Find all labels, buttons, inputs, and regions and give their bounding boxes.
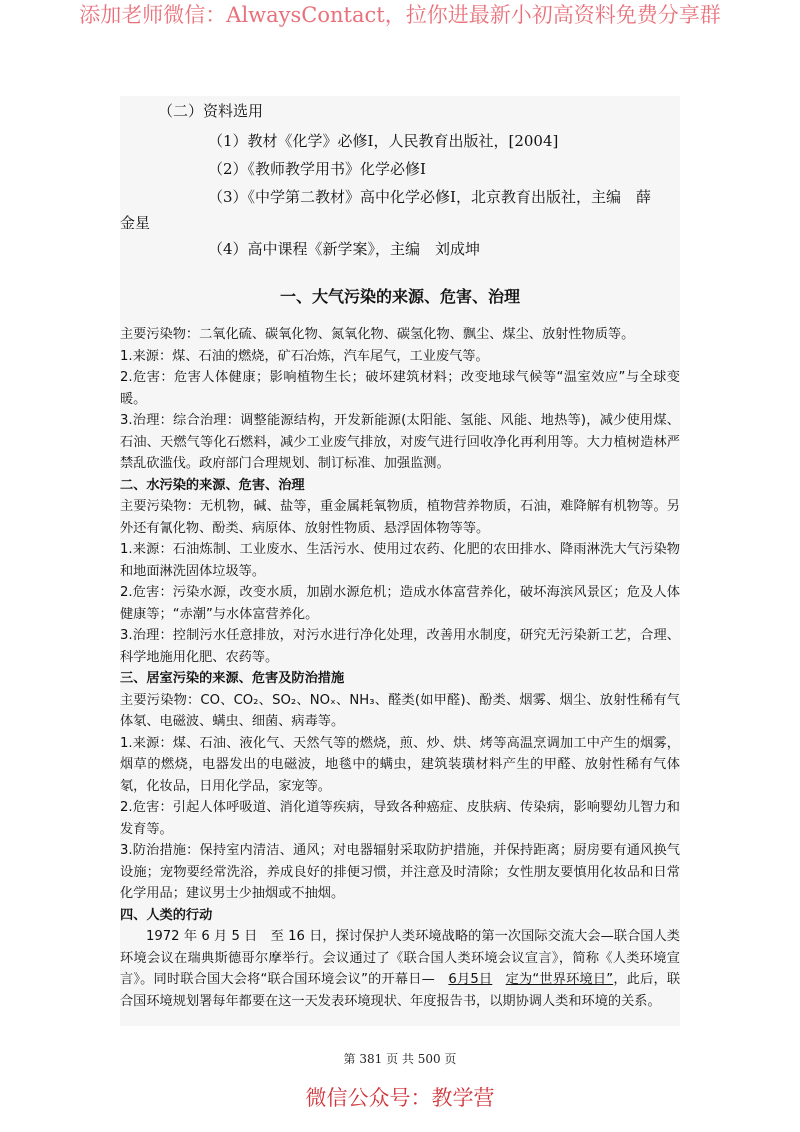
reference-item-4: （4）高中课程《新学案》，主编 刘成坤 [208,240,481,258]
indoor-source: 1.来源：煤、石油、液化气、天然气等的燃烧，煎、炒、烘、烤等高温烹调加工中产生的烟雾，烟草的燃烧，电器发出的电磁波，地毯中的螨虫，建筑装璜材料产生的甲醛、放射性稀有气体氡，化妆品，日用化学品，家宠等。 [120,735,680,794]
document-page [120,96,680,1026]
references-heading: （二）资料选用 [158,102,264,120]
section-title-water: 二、水污染的来源、危害、治理 [120,477,305,493]
water-pollutants: 主要污染物：无机物，碱、盐等，重金属耗氧物质，植物营养物质，石油，难降解有机物等。另外还有氰化物、酚类、病原体、放射性物质、悬浮固体物等等。 [120,499,680,536]
body-text [120,324,680,1012]
section-title-indoor: 三、居室污染的来源、危害及防治措施 [120,671,345,686]
air-source: 1.来源：煤、石油的燃烧，矿石冶炼，汽车尾气，工业废气等。 [120,348,489,364]
environment-day-date: 6月5日 [448,972,493,987]
reference-item-3: （3）《中学第二教材》高中化学必修Ⅰ，北京教育出版社，主编 薛 [208,188,651,206]
reference-item-1: （1）教材《化学》必修Ⅰ，人民教育出版社，[2004] [208,132,559,150]
reference-item-3-continued: 金星 [120,214,151,232]
water-harm: 2.危害：污染水源，改变水质，加剧水源危机；造成水体富营养化，破坏海滨风景区；危及人体健康等；“赤潮”与水体富营养化。 [120,585,680,622]
page-number: 第 381 页 共 500 页 [343,1052,457,1066]
reference-item-2: （2）《教师教学用书》化学必修Ⅰ [208,160,426,178]
section-title-action: 四、人类的行动 [120,907,213,923]
world-environment-day: 定为“世界环境日” [505,972,614,987]
water-treatment: 3.治理：控制污水任意排放，对污水进行净化处理，改善用水制度，研究无污染新工艺，合理、科学地施用化肥、农药等。 [120,628,680,665]
action-text-c: ，此后，联合国环境规划署每年都要在这一天发表环境现状、年度报告书，以期协调人类和环境的关系。 [120,972,680,1009]
air-pollutants: 主要污染物：二氧化硫、碳氧化物、氮氧化物、碳氢化物、飘尘、煤尘、放射性物质等。 [120,327,635,342]
indoor-measures: 3.防治措施：保持室内清洁、通风；对电器辐射采取防护措施，并保持距离；厨房要有通风换气设施；宠物要经常洗浴，养成良好的排便习惯，并注意及时清除；女性朋友要慎用化妆品和日常化学用品；建议男士少抽烟或不抽烟。 [120,843,680,901]
air-treatment: 3.治理：综合治理：调整能源结构，开发新能源(太阳能、氢能、风能、地热等)，减少使用煤、石油、天燃气等化石燃料，减少工业废气排放，对废气进行回收净化再利用等。大力植树造林严禁乱砍滥伐。政府部门合理规划、制订标准、加强监测。 [120,413,680,471]
watermark-top: 添加老师微信：AlwaysContact，拉你进最新小初高资料免费分享群 [79,3,721,27]
action-text-a: 1972 年 6 月 5 日 至 16 日，探讨保护人类环境战略的第一次国际交流大会—联合国人类环境会议在瑞典斯德哥尔摩举行。会议通过了《联合国人类环境会议宣言》，简称《人类环境宣言》。同时联合国大会将“联合国环境会议”的开幕日— [120,929,680,987]
action-text-b [492,972,505,987]
indoor-harm: 2.危害：引起人体呼吸道、消化道等疾病，导致各种癌症、皮肤病、传染病，影响婴幼儿智力和发育等。 [120,800,680,837]
air-harm: 2.危害：危害人体健康；影响植物生长；破坏建筑材料；改变地球气候等“温室效应”与全球变暖。 [120,370,680,407]
indoor-pollutants: 主要污染物：CO、CO₂、SO₂、NOₓ、NH₃、醛类(如甲醛)、酚类、烟雾、烟尘、放射性稀有气体氡、电磁波、螨虫、细菌、病毒等。 [120,692,680,729]
watermark-bottom: 微信公众号：教学营 [305,1086,495,1110]
action-paragraph [120,926,680,1012]
section-title-air: 一、大气污染的来源、危害、治理 [279,287,520,306]
water-source: 1.来源：石油炼制、工业废水、生活污水、使用过农药、化肥的农田排水、降雨淋洗大气污染物和地面淋洗固体垃圾等。 [120,542,680,579]
